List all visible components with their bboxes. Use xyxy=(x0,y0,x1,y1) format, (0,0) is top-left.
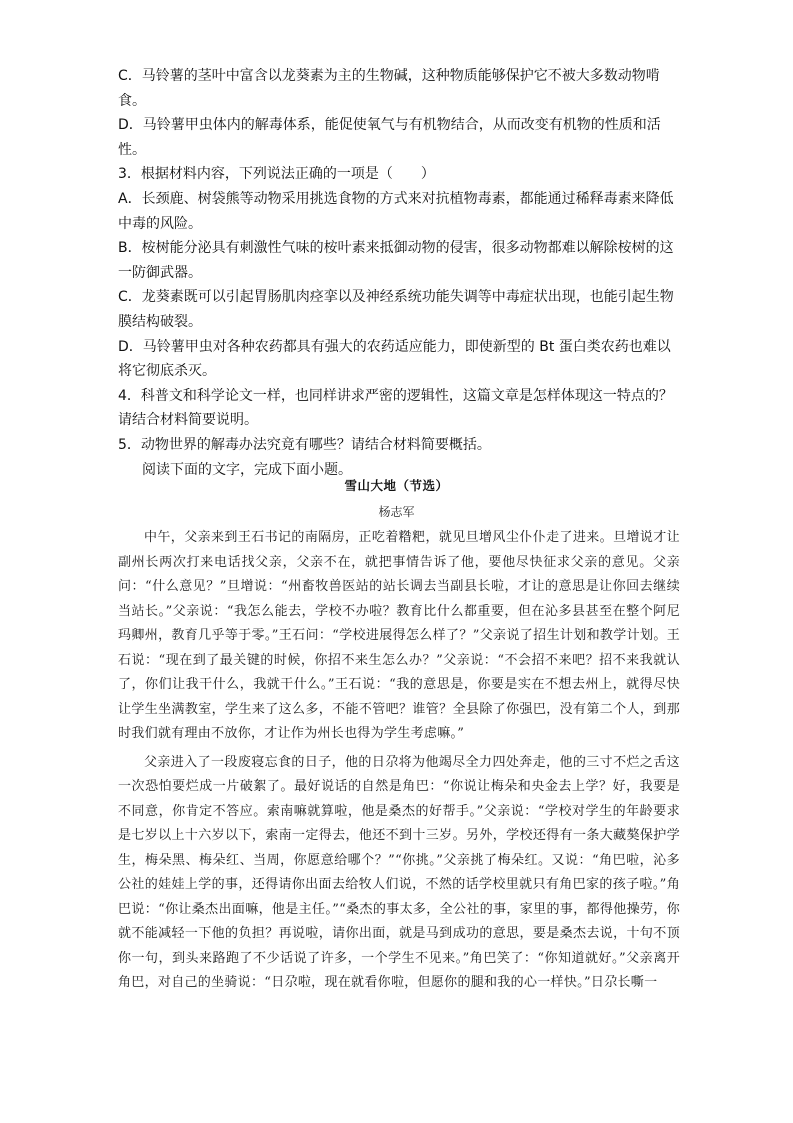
q3-option-c: C．龙葵素既可以引起胃肠肌肉痉挛以及神经系统功能失调等中毒症状出现，也能引起生物膜结构破裂。 xyxy=(118,289,674,330)
q3-option-d: D．马铃薯甲虫对各种农药都具有强大的农药适应能力，即使新型的 Bt 蛋白类农药也难以将它彻底杀灭。 xyxy=(118,338,671,380)
story-paragraph-2: 父亲进入了一段废寝忘食的日子，他的日尕将为他竭尽全力四处奔走，他的三寸不烂之舌这一次恐怕要烂成一片破絮了。最好说话的自然是角巴：“你说让梅朵和央金去上学？好，我要是不同意，你肯定不答应。索南嘛就算啦，他是桑杰的好帮手。”父亲说：“学校对学生的年龄要求是七岁以上十六岁以下，索南一定得去，他还不到十三岁。另外，学校还得有一条大藏獒保护学生，梅朵黑、梅朵红、当周，你愿意给哪个？”“你挑。”父亲挑了梅朵红。又说：“角巴啦，沁多公社的娃娃上学的事，还得请你出面去给牧人们说，不然的话学校里就只有角巴家的孩子啦。”角巴说：“你让桑杰出面嘛，他是主任。”“桑杰的事太多，全公社的事，家里的事，都得他操劳，你就不能减轻一下他的负担？再说啦，请你出面，就是马到成功的意思，要是桑杰去说，十句不顶你一句，到头来路跑了不少话说了许多，一个学生不见来。”角巴笑了：“你知道就好。”父亲离开角巴，对自己的坐骑说：“日尕啦，现在就看你啦，但愿你的腿和我的心一样快。”日尕长嘶一 xyxy=(118,754,680,990)
story-body xyxy=(118,526,680,996)
q2-option-c: C．马铃薯的茎叶中富含以龙葵素为主的生物碱，这种物质能够保护它不被大多数动物啃食。 xyxy=(118,68,660,109)
question-4: 4．科普文和科学论文一样，也同样讲求严密的逻辑性，这篇文章是怎样体现这一特点的？请结合材料简要说明。 xyxy=(118,387,673,429)
q2-option-d: D．马铃薯甲虫体内的解毒体系，能促使氧气与有机物结合，从而改变有机物的性质和活性。 xyxy=(118,117,661,158)
reading-instruction: 阅读下面的文字，完成下面小题。 xyxy=(142,461,352,478)
q3-option-a: A．长颈鹿、树袋熊等动物采用挑选食物的方式来对抗植物毒素，都能通过稀释毒素来降低中毒的风险。 xyxy=(118,190,674,232)
story-author: 杨志军 xyxy=(378,505,415,519)
story-title: 雪山大地（节选） xyxy=(344,478,449,493)
question-3: 3．根据材料内容，下列说法正确的一项是（ ） xyxy=(118,166,435,183)
questions-section xyxy=(118,64,678,482)
q3-option-b: B．桉树能分泌具有刺激性气味的桉叶素来抵御动物的侵害，很多动物都难以解除桉树的这一防御武器。 xyxy=(118,240,674,281)
story-paragraph-1: 中午，父亲来到王石书记的南隔房，正吃着糌粑，就见旦增风尘仆仆走了进来。旦增说才让副州长两次打来电话找父亲，父亲不在，就把事情告诉了他，要他尽快征求父亲的意见。父亲问：“什么意见？”旦增说：“州畜牧兽医站的站长调去当副县长啦，才让的意思是让你回去继续当站长。”父亲说：“我怎么能去，学校不办啦？教育比什么都重要，但在沁多县甚至在整个阿尼玛卿州，教育几乎等于零。”王石问：“学校进展得怎么样了？”父亲说了招生计划和教学计划。王石说：“现在到了最关键的时候，你招不来生怎么办？”父亲说：“不会招不来吧？招不来我就认了，你们让我干什么，我就干什么。”王石说：“我的意思是，你要是实在不想去州上，就得尽快让学生坐满教室，学生来了这么多，不能不管吧？谁管？全县除了你强巴，没有第二个人，到那时我们就有理由不放你，才让作为州长也得为学生考虑嘛。” xyxy=(118,530,680,741)
question-5: 5．动物世界的解毒办法究竟有哪些？请结合材料简要概括。 xyxy=(118,436,491,453)
